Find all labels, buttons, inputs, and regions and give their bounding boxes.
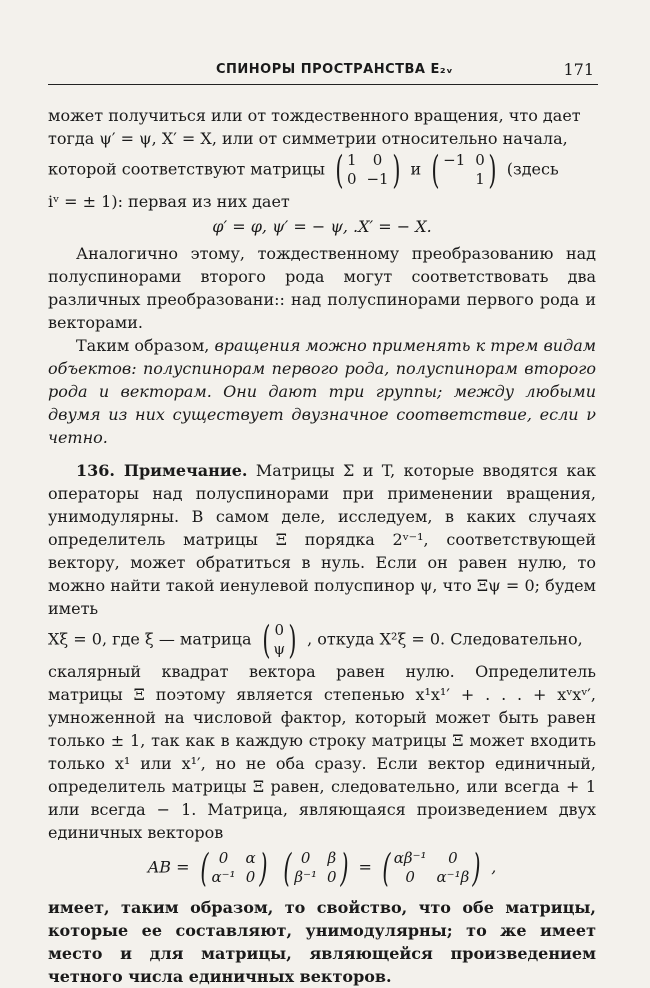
matrix-cell: 0: [218, 849, 229, 867]
paragraph-2: Аналогично этому, тождественному преобразованию над полуспинорами второго рода могут соответствовать два различных преобразовани:: над полуспинорами первого рода и векторами.: [48, 244, 596, 332]
paragraph-1-line-4: iᵛ = ± 1): первая из них дает: [48, 192, 290, 211]
matrix-cell: 0: [274, 621, 285, 639]
left-paren: (: [282, 846, 292, 890]
matrix-cell: α⁻¹: [211, 868, 236, 886]
matrix-cell: α⁻¹β: [436, 868, 470, 886]
matrix-column-xi: [259, 620, 300, 660]
matrix-body: [273, 620, 285, 660]
left-paren: (: [335, 148, 344, 192]
matrix-body: [443, 150, 485, 190]
matrix-cell: 1: [346, 151, 357, 169]
matrix-body: [294, 848, 336, 888]
left-paren: (: [382, 846, 391, 890]
page-body: [48, 104, 596, 988]
matrix-cell: 0: [327, 868, 337, 886]
matrix-cell: ψ: [273, 640, 286, 658]
left-paren: (: [261, 618, 271, 662]
matrix-cell: 0: [245, 868, 256, 886]
right-paren: ): [391, 148, 401, 192]
matrix-cell: −1: [366, 170, 389, 188]
matrix-cell: 0: [475, 151, 485, 169]
paragraph-1-line-3: [48, 150, 596, 190]
matrix-cell: α: [245, 849, 256, 867]
paragraph-3: [48, 334, 596, 449]
text-fragment: (здесь: [506, 159, 559, 179]
matrix-b: [280, 848, 352, 888]
matrix-body: [211, 848, 255, 888]
paragraph-4-continuation: скалярный квадрат вектора равен нулю. Определитель матрицы Ξ поэтому является степенью x¹x¹′ + . . . + xᵛxᵛ′, умноженной на числовой фактор, который может быть равен только ± 1, так как в каждую строку матрицы Ξ может входить только x¹ или x¹′, но не оба сразу. Если вектор единичный, определитель матрицы Ξ равен, следовательно, или всегда + 1 или всегда − 1. Матрица, являющаяся произведением двух единичных векторов: [48, 662, 596, 842]
paragraph-4-line-matrix: [48, 620, 596, 660]
matrix-a: [197, 848, 271, 888]
matrix-cell: [443, 170, 465, 189]
matrix-identity-like: [332, 150, 403, 190]
text-fragment: , откуда X²ξ = 0. Следовательно,: [307, 629, 583, 649]
paragraph-4-text: Матрицы Σ и T, которые вводятся как операторы над полуспинорами при применении вращения, унимодулярны. В самом деле, исследуем, в каких случаях определитель матрицы Ξ порядка 2ᵛ⁻¹, соответствующей вектору, может обратиться в нуль. Если он равен нулю, то можно найти такой иенулевой полуспинор ψ, что Ξψ = 0; будем иметь: [48, 461, 597, 618]
right-paren: ): [472, 846, 481, 890]
formula-lhs: AB =: [147, 857, 190, 877]
matrix-cell: αβ⁻¹: [393, 849, 427, 867]
matrix-product: [379, 848, 484, 888]
right-paren: ): [258, 846, 268, 890]
matrix-cell: 0: [448, 849, 458, 867]
section-number-heading: 136. Примечание.: [76, 461, 248, 480]
matrix-cell: 0: [346, 170, 357, 188]
matrix-cell: 0: [405, 868, 415, 886]
matrix-cell: 0: [372, 151, 383, 169]
matrix-cell: 1: [475, 170, 485, 188]
page-number: 171: [563, 60, 594, 79]
running-title: СПИНОРЫ ПРОСТРАНСТВА E₂ᵥ: [216, 62, 454, 77]
right-paren: ): [288, 618, 297, 662]
formula-end: ,: [491, 857, 497, 877]
text-fragment: Xξ = 0, где ξ — матрица: [48, 629, 252, 649]
display-formula-2: [48, 848, 596, 888]
left-paren: (: [199, 846, 209, 890]
left-paren: (: [431, 148, 440, 192]
right-paren: ): [488, 148, 497, 192]
text-fragment: и: [410, 159, 422, 179]
right-paren: ): [339, 846, 349, 890]
text-fragment: которой соответствуют матрицы: [48, 159, 326, 179]
paragraph-1-line-2: тогда ψ′ = ψ, X′ = X, или от симметрии относительно начала,: [48, 129, 568, 148]
paragraph-3-italic: вращения можно применять к трем видам объектов: полуспинорам первого рода, полуспинорам второго рода и векторам. Они дают три группы; между любыми двумя из них существует двузначное соответствие, если ν четно.: [48, 336, 597, 447]
matrix-cell: −1: [443, 151, 466, 169]
paragraph-4: [48, 459, 596, 620]
formula-equals: =: [358, 857, 372, 877]
paragraph-5: имеет, таким образом, то свойство, что обе матрицы, которые ее составляют, унимодулярны; то же имеет место и для матрицы, являющейся произведением четного числа единичных векторов.: [48, 898, 596, 986]
paragraph-3-lead: Таким образом,: [76, 336, 215, 355]
matrix-cell: β: [327, 849, 337, 867]
matrix-body: [394, 848, 469, 888]
matrix-negated: [428, 150, 499, 190]
matrix-cell: 0: [300, 849, 311, 867]
matrix-body: [347, 150, 389, 190]
display-formula-1: φ′ = φ, ψ′ = − ψ, .X′ = − X.: [212, 217, 432, 236]
matrix-cell: β⁻¹: [294, 868, 317, 886]
paragraph-1-line-1: может получиться или от тождественного вращения, что дает: [48, 106, 581, 125]
page-header: [48, 58, 598, 85]
